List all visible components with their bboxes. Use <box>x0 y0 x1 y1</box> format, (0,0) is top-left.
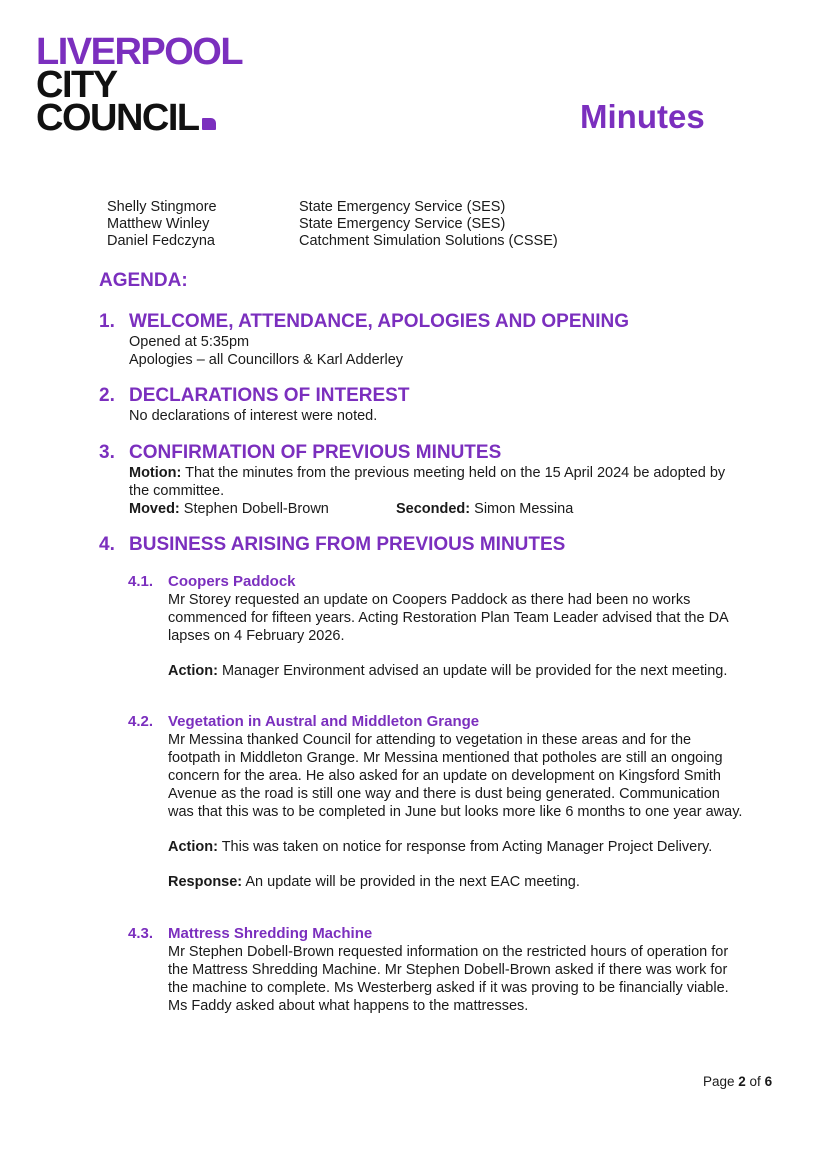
section-welcome <box>99 311 749 369</box>
section-number: 2. <box>99 385 115 406</box>
seconded-label: Seconded: <box>396 501 471 517</box>
section-title: CONFIRMATION OF PREVIOUS MINUTES <box>129 442 502 463</box>
page-of: of <box>745 1074 765 1089</box>
attendee-row <box>107 233 558 250</box>
action-text: Manager Environment advised an update will be provided for the next meeting. <box>217 663 728 679</box>
subsection-title: Coopers Paddock <box>168 573 296 590</box>
subsection-number: 4.2. <box>128 713 154 730</box>
moved-seconded <box>129 500 749 518</box>
subsection-title: Mattress Shredding Machine <box>168 925 373 942</box>
paragraph: Mr Storey requested an update on Coopers Paddock as there had been no works commenced for fifteen years. Acting Restoration Plan Team Leader advised that the DA lapses on 4 February 2026. <box>168 592 728 644</box>
opened-time: Opened at 5:35pm <box>129 334 250 350</box>
moved-label: Moved: <box>129 501 180 517</box>
page-label: Page <box>703 1074 739 1089</box>
section-body <box>129 464 749 518</box>
council-logo <box>36 31 276 139</box>
section-number: 3. <box>99 442 115 463</box>
section-heading <box>99 311 749 333</box>
response-label: Response: <box>168 874 243 890</box>
subsection-body <box>168 591 743 680</box>
subsection-heading <box>128 573 743 591</box>
attendee-org: State Emergency Service (SES) <box>299 199 506 215</box>
subsection-number: 4.3. <box>128 925 154 942</box>
section-body <box>129 333 749 369</box>
attendee-row <box>107 216 558 233</box>
attendee-list <box>107 199 558 250</box>
logo-line-2: CITY <box>36 64 117 106</box>
section-body <box>129 407 749 425</box>
section-title: BUSINESS ARISING FROM PREVIOUS MINUTES <box>129 534 566 555</box>
motion <box>129 464 749 500</box>
section-title: DECLARATIONS OF INTEREST <box>129 385 410 406</box>
subsection-body <box>168 943 743 1015</box>
seconded-name: Simon Messina <box>470 501 574 517</box>
apologies: Apologies – all Councillors & Karl Adderley <box>129 352 404 368</box>
attendee-row <box>107 199 558 216</box>
section-heading <box>99 385 749 407</box>
seconded <box>396 500 573 518</box>
attendee-org: Catchment Simulation Solutions (CSSE) <box>299 233 558 249</box>
declarations-note: No declarations of interest were noted. <box>129 408 378 424</box>
agenda-heading: AGENDA: <box>99 270 188 291</box>
section-business-arising <box>99 534 749 556</box>
section-declarations <box>99 385 749 425</box>
section-heading <box>99 534 749 556</box>
subsection-coopers-paddock <box>128 573 743 680</box>
motion-label: Motion: <box>129 465 182 481</box>
response <box>168 873 743 891</box>
page-total: 6 <box>764 1074 773 1089</box>
paragraph: Mr Stephen Dobell-Brown requested information on the restricted hours of operation for the Mattress Shredding Machine. Mr Stephen Dobell-Brown asked if there was work for the machine to complete. Ms Westerberg asked if it was proving to be financially viable. Ms Faddy asked about what happens to the mattresses. <box>168 944 729 1014</box>
paragraph: Mr Messina thanked Council for attending to vegetation in these areas and for the footpath in Middleton Grange. Mr Messina mentioned that potholes are still an ongoing concern for the area. He also asked for an update on development on Kingsford Smith Avenue as the road is still one way and there is dust being generated. Communication was that this was to be completed in June but looks more like 6 months to one year away. <box>168 732 743 820</box>
motion-text: That the minutes from the previous meeting held on the 15 April 2024 be adopted by the committee. <box>129 465 726 499</box>
logo-line-3-text: COUNCIL <box>36 97 199 139</box>
subsection-heading <box>128 925 743 943</box>
subsection-heading <box>128 713 743 731</box>
subsection-title: Vegetation in Austral and Middleton Grange <box>168 713 480 730</box>
action-label: Action: <box>168 839 218 855</box>
attendee-name: Daniel Fedczyna <box>107 233 215 249</box>
section-number: 1. <box>99 311 115 332</box>
document-title: Minutes <box>580 98 705 135</box>
action <box>168 838 743 856</box>
section-number: 4. <box>99 534 115 555</box>
moved-name: Stephen Dobell-Brown <box>179 501 329 517</box>
action <box>168 662 743 680</box>
section-title: WELCOME, ATTENDANCE, APOLOGIES AND OPENING <box>129 311 629 332</box>
action-label: Action: <box>168 663 218 679</box>
subsection-mattress-shredding <box>128 925 743 1015</box>
attendee-name: Shelly Stingmore <box>107 199 217 215</box>
subsection-vegetation <box>128 713 743 891</box>
attendee-org: State Emergency Service (SES) <box>299 216 506 232</box>
page-current: 2 <box>738 1074 746 1089</box>
subsection-body <box>168 731 743 891</box>
action-text: This was taken on notice for response from Acting Manager Project Delivery. <box>217 839 713 855</box>
section-heading <box>99 442 749 464</box>
response-text: An update will be provided in the next EAC meeting. <box>242 874 580 890</box>
subsection-number: 4.1. <box>128 573 154 590</box>
attendee-name: Matthew Winley <box>107 216 210 232</box>
section-confirmation <box>99 442 749 518</box>
logo-line-1: LIVERPOOL <box>36 31 243 73</box>
page-number <box>703 1074 772 1089</box>
logo-mark-icon <box>202 118 216 130</box>
moved <box>129 500 396 518</box>
logo-line-3 <box>36 97 276 139</box>
